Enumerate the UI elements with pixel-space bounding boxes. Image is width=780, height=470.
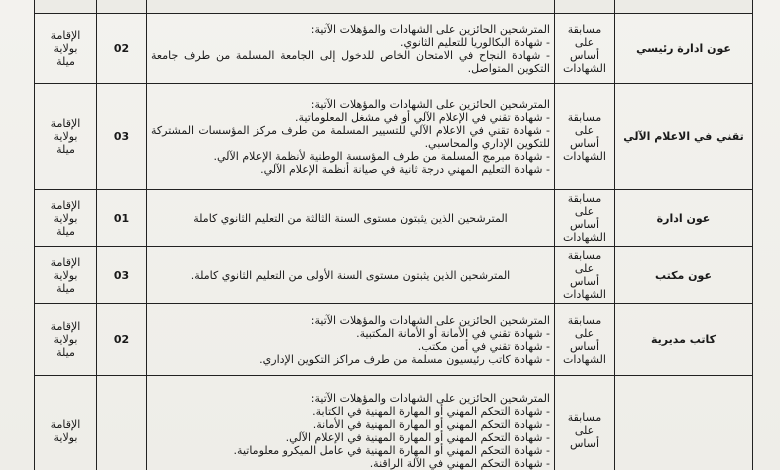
positions-count-cell: 03 (97, 84, 147, 190)
table-row (35, 84, 753, 190)
condition-item: - شهادة تقني في الاعلام الآلي للتسيير المسلمة من طرف مركز المؤسسات المشتركة للتكوين الإداري والمحاسبي. (151, 124, 550, 150)
grade-cell: تقني في الاعلام الآلي (615, 84, 753, 190)
table-row (35, 190, 753, 247)
recruitment-mode-cell (555, 84, 615, 190)
mode-line: مسابقة (567, 22, 602, 36)
note-line: الإقامة بولاية (50, 417, 81, 444)
condition-item: - شهادة التحكم المهني أو المهارة المهنية في الإعلام الآلي. (151, 431, 550, 444)
conditions-intro: المترشحين الحائزين على الشهادات والمؤهلات الآتية: (310, 97, 550, 111)
mode-line: الشهادات (563, 288, 606, 301)
conditions-cell (147, 376, 555, 470)
recruitment-mode-cell (555, 14, 615, 84)
table-row (35, 376, 753, 470)
note-line: ميلة (56, 224, 75, 238)
positions-count-cell (97, 376, 147, 470)
condition-item: - شهادة تقني في الإعلام الآلي أو في مشغل المعلوماتية. (151, 111, 550, 124)
mode-line: على أساس (569, 326, 600, 353)
grade-cell: عون مكتب (615, 247, 753, 304)
condition-item: - شهادة كاتب رئيسيون مسلمة من طرف مراكز التكوين الإداري. (151, 353, 550, 366)
note-line: ميلة (56, 55, 75, 68)
condition-item: - شهادة البكالوريا للتعليم الثانوي. (151, 36, 550, 49)
mode-line: مسابقة (567, 192, 602, 205)
table-row (35, 14, 753, 84)
positions-count-cell: 02 (97, 304, 147, 376)
grade-cell: كاتب مديرية (615, 304, 753, 376)
mode-line: الشهادات (563, 61, 606, 75)
condition-item: - شهادة تقني في أمن مكتب. (151, 340, 550, 353)
residence-note-cell (35, 376, 97, 470)
mode-line: على أساس (569, 123, 600, 150)
note-line: الإقامة بولاية (50, 255, 81, 282)
grade-cell (615, 376, 753, 470)
table-row (35, 247, 753, 304)
grade-cell: عون ادارة رئيسي (615, 14, 753, 84)
conditions-intro: المترشحين الحائزين على الشهادات والمؤهلات الآتية: (310, 22, 550, 36)
conditions-intro: المترشحين الحائزين على الشهادات والمؤهلات الآتية: (310, 391, 550, 405)
condition-item: - شهادة التحكم المهني أو المهارة المهنية في الأمانة. (151, 418, 550, 431)
note-line: ميلة (56, 281, 75, 295)
conditions-cell (147, 304, 555, 376)
mode-line: الشهادات (563, 231, 606, 244)
residence-note-cell (35, 190, 97, 247)
mode-line: على أساس (569, 205, 600, 231)
condition-item: - شهادة التعليم المهني درجة ثانية في صيانة أنظمة الإعلام الآلي. (151, 163, 550, 176)
recruitment-mode-cell (555, 304, 615, 376)
positions-count-cell: 02 (97, 14, 147, 84)
conditions-intro: المترشحين الحائزين على الشهادات والمؤهلات الآتية: (310, 313, 550, 327)
residence-note-cell (35, 304, 97, 376)
header-row-edge (35, 0, 753, 14)
mode-line: على أساس (569, 262, 600, 288)
mode-line: مسابقة (567, 110, 602, 124)
positions-count-cell: 03 (97, 247, 147, 304)
note-line: الإقامة بولاية (50, 320, 81, 346)
condition-item: - شهادة التحكم المهني أو المهارة المهنية في عامل الميكرو معلوماتية. (151, 444, 550, 457)
note-line: الإقامة بولاية (50, 198, 81, 225)
mode-line: مسابقة (567, 249, 602, 262)
mode-line: على أساس (569, 35, 600, 62)
recruitment-mode-cell (555, 376, 615, 470)
mode-line: مسابقة (567, 411, 602, 424)
conditions-cell (147, 14, 555, 84)
note-line: ميلة (56, 346, 75, 359)
conditions-cell: المترشحين الذين يثبتون مستوى السنة الأولى من التعليم الثانوي كاملة. (147, 247, 555, 304)
condition-item: - شهادة النجاح في الامتحان الخاص للدخول إلى الجامعة المسلمة من طرف جامعة التكوين المتواصل. (151, 49, 550, 75)
note-line: الإقامة بولاية (50, 29, 81, 55)
mode-line: الشهادات (563, 149, 606, 163)
residence-note-cell (35, 247, 97, 304)
positions-count-cell: 01 (97, 190, 147, 247)
condition-item: - شهادة مبرمج المسلمة من طرف المؤسسة الوطنية لأنظمة الإعلام الآلي. (151, 150, 550, 163)
residence-note-cell (35, 14, 97, 84)
recruitment-mode-cell (555, 247, 615, 304)
conditions-cell: المترشحين الذين يثبتون مستوى السنة الثالثة من التعليم الثانوي كاملة (147, 190, 555, 247)
condition-item: - شهادة التحكم المهني في الآلة الراقنة. (151, 457, 550, 470)
mode-line: الشهادات (563, 352, 606, 366)
recruitment-mode-cell (555, 190, 615, 247)
note-line: الإقامة بولاية (50, 117, 81, 143)
mode-line: مسابقة (567, 313, 602, 327)
table-row (35, 304, 753, 376)
grade-cell: عون ادارة (615, 190, 753, 247)
residence-note-cell (35, 84, 97, 190)
recruitment-table (34, 0, 753, 470)
condition-item: - شهادة التحكم المهني أو المهارة المهنية في الكتابة. (151, 405, 550, 418)
condition-item: - شهادة تقني في الأمانة أو الأمانة المكتبية. (151, 327, 550, 340)
mode-line: على أساس (569, 424, 600, 450)
conditions-cell (147, 84, 555, 190)
note-line: ميلة (56, 143, 75, 156)
